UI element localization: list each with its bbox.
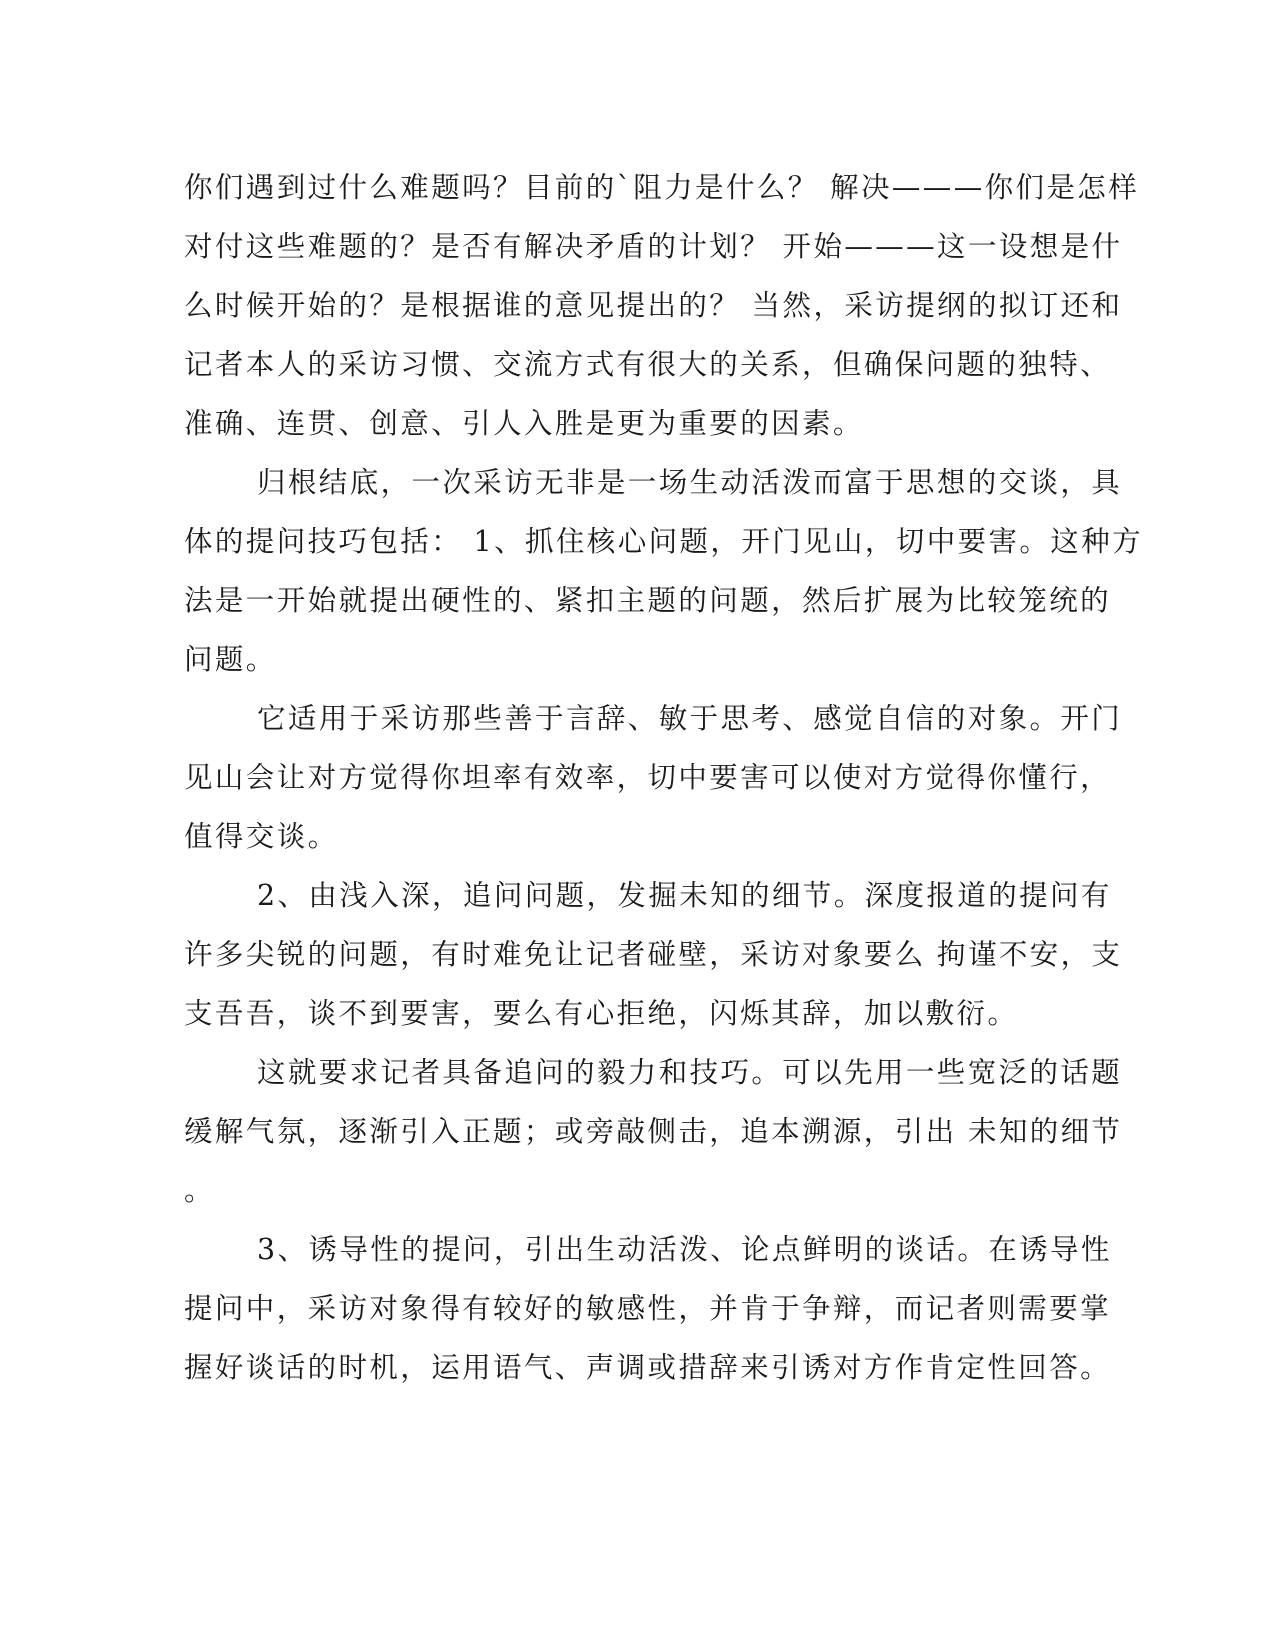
text-line: 值得交谈。 xyxy=(184,820,339,853)
text-line: 对付这些难题的？是否有解决矛盾的计划？ 开始———这一设想是什 xyxy=(184,230,1123,263)
text-line: 握好谈话的时机，运用语气、声调或措辞来引诱对方作肯定性回答。 xyxy=(184,1351,1112,1384)
paragraph-first-line: 这就要求记者具备追问的毅力和技巧。可以先用一些宽泛的话题 xyxy=(257,1056,1123,1089)
text-line: 缓解气氛，逐渐引入正题；或旁敲侧击，追本溯源，引出 未知的细节 xyxy=(184,1115,1123,1148)
paragraph-first-line: 它适用于采访那些善于言辞、敏于思考、感觉自信的对象。开门 xyxy=(257,702,1123,735)
text-line: 体的提问技巧包括： 1、抓住核心问题，开门见山，切中要害。这种方 xyxy=(184,525,1143,558)
document-body xyxy=(184,158,1143,1397)
text-line: 么时候开始的？是根据谁的意见提出的？ 当然，采访提纲的拟订还和 xyxy=(184,289,1123,322)
paragraph-first-line: 3、诱导性的提问，引出生动活泼、论点鲜明的谈话。在诱导性 xyxy=(257,1233,1112,1266)
text-line: 准确、连贯、创意、引人入胜是更为重要的因素。 xyxy=(184,407,864,440)
text-line: 许多尖锐的问题，有时难免让记者碰壁，采访对象要么 拘谨不安，支 xyxy=(184,938,1123,971)
text-line: 。 xyxy=(184,1174,215,1207)
text-line: 记者本人的采访习惯、交流方式有很大的关系，但确保问题的独特、 xyxy=(184,348,1112,381)
text-line: 你们遇到过什么难题吗？目前的`阻力是什么？ 解决———你们是怎样 xyxy=(184,171,1140,204)
paragraph-first-line: 归根结底，一次采访无非是一场生动活泼而富于思想的交谈，具 xyxy=(257,466,1123,499)
text-line: 问题。 xyxy=(184,643,277,676)
text-line: 支吾吾，谈不到要害，要么有心拒绝，闪烁其辞，加以敷衍。 xyxy=(184,997,1019,1030)
text-line: 提问中，采访对象得有较好的敏感性，并肯于争辩，而记者则需要掌 xyxy=(184,1292,1112,1325)
text-line: 见山会让对方觉得你坦率有效率，切中要害可以使对方觉得你懂行， xyxy=(184,761,1112,794)
paragraph-first-line: 2、由浅入深，追问问题，发掘未知的细节。深度报道的提问有 xyxy=(257,879,1112,912)
text-line: 法是一开始就提出硬性的、紧扣主题的问题，然后扩展为比较笼统的 xyxy=(184,584,1112,617)
